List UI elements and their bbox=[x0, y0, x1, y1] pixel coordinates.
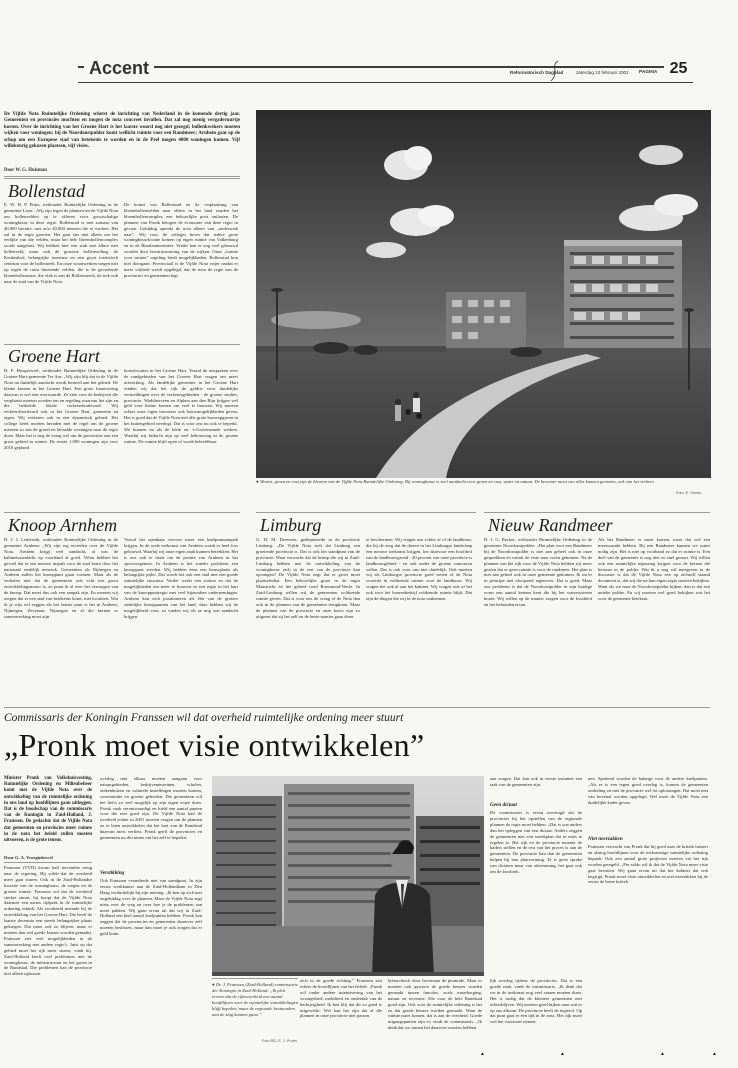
limburg-col1: G. H. M. Dreessen, gedeputeerde in de provincie Limburg: „De Vijfde Nota stelt dat Limburg een groeiende provincie is. Dat is ook het standpunt van de provincie. Waar verwacht dat de krimp die wij in Zuid-Limburg hebben met de ontwikkeling van de woningbouw zich in de rest van de provincie kan opvangen? De Vijfde Nota zegt dat er groei moet plaatsvinden. Een behoorlijke groei in de regio Maastricht en het gebied rond Roermond-Venlo. In Zuid-Limburg willen wij de gemeenten voldoende ruimte geven. Dat is voor ons de vraag of de Nota dan ook in de plannen van de gemeenten terugkomt. Maar de plannen van de provincie en onze koers zijn zo uitgezet dat zij het zelf en de beste manier gaan doen. bbox=[256, 537, 362, 619]
bottom-article-subhead-verstikking: Verstikking bbox=[100, 870, 125, 876]
masthead bbox=[78, 54, 693, 86]
nieuw-randmeer-rule bbox=[484, 512, 710, 513]
nieuw-randmeer-col1: H. J. G. Becker, wethouder Ruimtelijke Ordening in de gemeente Noordoostpolder: „Het plan voor een Randmeer bij de Noordoostpolder is niet aan geheel ook in onze gesprekken en vanuit de visie naar voren gekomen. Na de plannen van het rijk voor de Vijfde Nota hebben wij meer gezien dat er geen ruimte is voor de randmeer. Het plan is niet aan geheel ook in onze gemeente gekomen. Ik sta er in principe niet afwijzend tegenover. Dat is goed. Maar ons probleem is dat de Noordoostpolder in zijn huidige vorm een aantal kernen kent die bij het watersysteem horen. Wij willen op de manier zorgen voor de kwaliteit en het behouden ervan. bbox=[484, 537, 594, 607]
knoop-arnhem-col1: H. J. J. Lenferink, wethouder Ruimtelijke Ordening in de gemeente Arnhem: „Wij zijn erg tevreden over de Vijfde Nota. Arnhem krijgt veel aandacht, al was de kabinetsaandacht op voorhand al goed. Velen hebben het gevoel dat er een nieuwe impuls voor de stad komt door het nationaal stedelijk netwerk. Gemeenten als Nijmegen en Arnhem zullen het knooppunt gaan vormen. Maar als de verhalen niet dat de gemeenten ook echt een groot ontwikkelingsmotor is, zo praat ik al over het vermogen van de knoop. Dat moet dus ook een aanpak zijn. En moeten wij zorgen dat er een stad van betekenis komt, met kwaliteit. Wat ik je wijs wil zeggen als het laatste punt is dat in Arnhem, Nijmegen, Zevenaar, Nijmegen en al die kernen er samenwerking moet zijn. bbox=[4, 537, 120, 619]
registration-arrow-icon: ▲ bbox=[660, 1052, 665, 1057]
section-title: Accent bbox=[84, 58, 154, 79]
caption-bullet-icon: ● bbox=[256, 479, 260, 484]
knoop-arnhem-col2: Vooral het openbaar vervoer moet een knelpuntsaanpak krijgen. In de oude toekomst van Arnhem wordt er heel fors gebouwd. Waarbij wij onze eigen zaak kunnen betrekken. Het is ons ook te doen om de positie van Arnhem in het spoorwegennet. In Arnhem is het zonder probleem een knooppunt worden. Wij hebben eens een bouwplaats als belangrijke pijler. Dat wordt het ook een stad met een goede ruimtelijke structuur. Verder werkt een station en dat de mogelijkheden om meer te bouwen in een regio in het hart van de knooppuntregio met veel bijzondere ondernemingen. Arnhem kan zich positioneren als één van de grotere stedelijke knooppunten van het land, daar hebben wij de mogelijkheid voor, zo vinden wij als ze nog wat aandacht krijgen. bbox=[124, 537, 240, 619]
bollenstad-rule bbox=[4, 178, 240, 179]
caption-bullet-icon: ● bbox=[212, 982, 216, 987]
knoop-arnhem-rule bbox=[4, 512, 240, 513]
bottom-article-col7: nen. Spettend worden de balangs voor de andere knelpunten. „Als er is een tegen goed overleg is, komen de gemeenten onderling en met de provincie wel tot oplossingen. Dat moet niet van bovenaf worden opgelegd. Wel moet de Vijfde Nota een duidelijke kader geven. bbox=[588, 776, 710, 805]
bottom-article-col7b: Franssen verwacht van Pronk dat hij goed naar de kritiek luistert en alsnog hoofdlijnen voor de toekomstige ruimtelijke ordening bepaalt. Ook een aantal grote projecten moeten via het rijk worden geregeld. „Per saldo wil ik dat de Vijfde Nota meer visie gaat bevatten. Wij gaan ervan uit dat het kabinet dat ook begrijpt. Pronk moet visie ontwikkelen en niet neerzakken bij de eerste de beste kritiek. bbox=[588, 844, 710, 885]
limburg-rule bbox=[256, 512, 476, 513]
bottom-article-lead: Minister Pronk van Volkshuisvesting, Ruimtelijke Ordening en Milieubeheer komt met de Vijfde Nota over de ontwikkeling van de ruimtelijke ordening in ons land op hoofdlijnen gaan uitleggen. Dat is de boodschap van de commissaris van de Koningin in Zuid-Holland, J. Franssen. De gedachte dat de Vijfde Nota dat gemeenten en provincies meer ruimte in de nota het beleid zullen moeten uitvoeren, is de grote teneur. bbox=[4, 776, 94, 844]
top-photo-caption bbox=[256, 479, 696, 491]
bottom-article-col5: lijk overleg tijdens de provincies. Dat is een goede zaak, vindt de commissaris. „Ik denk dat we in de toekomst nog veel samen moeten doen. Het is nodig dat de kleinere gemeenten niet achterblijven. Wij moeten goed kijken naar wat er op ons afkomt. De provincie heeft de regierol. Op dat punt gaat er een tijd in de nota. Het rijk moet wel het voortouw nemen. bbox=[490, 978, 584, 1025]
bottom-article-col6-top: aan zorgen. Dat kan ook in eerste instantie een taak van de gemeenten zijn. bbox=[490, 776, 584, 787]
bottom-photo-caption-box bbox=[212, 978, 298, 1047]
registration-arrow-icon: ▲ bbox=[560, 1052, 565, 1057]
bottom-article-kicker: Commissaris der Koningin Franssen wil dat overheid ruimtelijke ordening meer stuurt bbox=[4, 712, 404, 724]
limburg-col2: te beschermen. Wij vragen ons echter af of de landbouw, die bij de zorg dat de dieren in het Limburgse landschap een nieuwe toekomst krijgen, het daarvoor een hoofdrol van de landbouwgrond - 40 procent van onze provincie is landbouwgebied - en ook onder de groene contouren vallen. Dat is ook voor ons niet duidelijk. Ook moeten wij als Limburgse provincie goed weten of de Nota voorziet in voldoende ruimte voor de landbouw. Wij vragen het ook al aan het kabinet. Wij vragen ook of het ook voor het boerenbedrijf voldoende ruimte blijft. Dat zijn de dingen die wij in de nota ontkennen. bbox=[366, 537, 474, 602]
groene-hart-title: Groene Hart bbox=[8, 346, 100, 366]
bottom-article-col2b: Ook Franssen veranderde niet van standpunt. In zijn eerste werkkamer aan de Zuid-Hollandlaan in Den Haag verduidelijkt hij zijn mening. „Ik ben op zich niet ongelukkig over de plannen. Maar de Vijfde Nota zegt niets over de weg en over hoe je de problemen aan moet pakken. Wij gaan ervan uit dat wij in Zuid-Holland een heel aantal knelpunten hebben. Pronk kan zeggen dat de provincies en gemeenten daarover zelf moeten beslissen, maar dan moet je ook zorgen dat er geld komt. bbox=[100, 878, 204, 937]
publication-name: Reformatorisch Dagblad bbox=[510, 70, 564, 75]
bottom-photo-caption bbox=[212, 982, 298, 1038]
publication-swoosh-icon bbox=[548, 60, 562, 82]
groene-hart-rule bbox=[4, 344, 240, 345]
bottom-article-col3: zich in de goede richting.” Franssen ziet echter de hoofdlijnen van het beleid: „Pronk wil onder andere intensivering van het woongebied, mobiliteit en onderdak van de bedrijvigheid. Ik ben blij dat dit zo goed is uitgewerkt. Wel kan het zijn dat al die plannen in onze provincie niet passen. bbox=[300, 978, 384, 1019]
bottom-article-col4: hiërarchisch door bovenaan de piramide. Maar er moeten ook gewoon de goede keuzes worden gemaakt tussen functies, zoals waterberging, natuur en recreatie. Die voor de hele Randstad goed zijn. Ook voor de ruimtelijke ordening is het zo dat goede keuzes worden gemaakt. Waar de ruimte moet komen, dat is aan de overheid. Goede uitgangspunten zijn er, vindt de commissaris. „Ik denk dat we samen het daarover moeten hebben. bbox=[388, 978, 484, 1031]
top-photo-credit: Foto: E. Stomp bbox=[676, 491, 702, 495]
bottom-article-col2: overleg met elkaar moeten aangaan voor natuurgebieden, bedrijventerreinen, scholen, ziekenhuizen en culturele instellingen moeten komen, concentratie en groene gebieden. Die gemeenten wil het liefst zo veel mogelijk op zijn eigen wijze doen. Pronk vaak verontwaardigt en hield een aantal punten voor die niet goed zijn. De Vijfde Nota had de overheid echter in 2001 moeten vragen om de plannen zo te laten ontwikkelen dat het hart van de Randstad daarvan niets verliest. Pronk geeft de provincies en gemeenten nu de ruimte om het zelf te bepalen. bbox=[100, 776, 204, 841]
page-number: 25 bbox=[664, 58, 693, 82]
nieuw-randmeer-col2: Als het Randmeer er moet komen, moet dat wel een meerwaarde hebben. Bij een Randmeer kunnen we water nodig zijn. Het is niet op voorhand zo dat er ruimte is. Een deel van de gemeente is nog niet zo snel gestart. Wij willen ook een ruimtelijke inpassing krijgen voor de kernen die bestaan in de polder. Wat ik u nog wil meegeven in de discussie is dat de Vijfde Nota een op zichzelf staand document is, dat wij die na hun eigen regio moeten bekijken. Want als we naar de Noordoostpolder kijken, dan is dat een unieke polder. En wij moeten wel goed bekijken wat het voor de gemeente betekent. bbox=[598, 537, 712, 602]
registration-arrow-icon: ▲ bbox=[712, 1052, 717, 1057]
bottom-article-col6: De commissaris is ervan overtuigd dat de provincies bij het opstellen van de regionale plannen de regie moet hebben. „Dat is wat anders dan het opleggen van een dictaat. Anders zeggen de gemeenten met een streekplan dat er niets te regelen is. Het rijk en de provincie moeten de kaders stellen en de rest van het proces is aan de gemeenten. De provincie kan dan de gemeenten helpen bij hun planvorming. Er is geen sprake van dictaten maar van afstemming, het gaat ook om de kwaliteit. bbox=[490, 810, 584, 875]
bottom-article-col1: Franssen (VVD) kwam half november terug naar de regering. Hij wilde dat de overheid meer gaat sturen. Ook in de Zuid-Hollandse kwestie van de woningbouw, de wegen en de groene ruimte. Franssen wil dat de overheid sterker stuurt, hij hoopt dat de Vijfde Nota daarmee een nieuw tijdperk in de ruimtelijke ordening inluidt. Als voorbeeld noemde hij de ontwikkeling van het Groene Hart. Die heeft de laatste decennia een steeds belangrijker plaats gekregen. Dat moet ook zo blijven, maar er moeten dan wel goede keuzes worden gemaakt. Franssen ziet veel mogelijkheden in de samenwerking met andere regio's. Juist op dat gebied moet het rijk meer sturen, vindt hij. Zuid-Holland heeft veel problemen met de woningbouw, de infrastructuur en het groen in de Randstad. Die problemen kan de provincie niet alleen oplossen. bbox=[4, 865, 94, 977]
knoop-arnhem-title: Knoop Arnhem bbox=[8, 515, 118, 535]
top-article-byline: Door W. G. Huisman bbox=[4, 168, 47, 173]
groene-hart-col1: H. F. Hoogerwerf, wethouder Ruimtelijke Ordening in de Groene Hart-gemeente Ter Aar: „Wij zijn blij dat in de Vijfde Nota nu duidelijk aandacht wordt besteed aan het gebied. De kleine kernen in het Groene Hart. Een grote financiering daarvan is wel een overwaarde. Ze zien voor de bedrijven die verplaatst moeten worden ten en regeling waarvan het zijn en die bedoelde lokale verkeersboulevard. Wij verkeersboulevard ook in het Groene Hart, gemeente en eigen. Wij verkeren ook in een dynamisch gebied. Het college heeft moeten beraden met de regel om de groene mensen zo aan de grond en betaalde woningen naar de regio doen. Maar het is nog de vraag wel om de groeiwinst aan een groot gebied in ruimte. De eerste 1.000 woningen zijn voor 2010 gepland. bbox=[4, 368, 120, 450]
top-photo-caption-text: Wonen, groen en rust zijn de kleuren van de Vijfde Nota Ruimtelijke Ordening. Bij woningbouw is veel aandacht voor groen en rust, water en natuur. De bewoner moet van alles kunnen genieten, ook van het verkeer. bbox=[259, 479, 655, 484]
groene-hart-col2: bouwlocaties in het Groene Hart. Vooral de uitspraken over de randgebieden van het Groene Hart vragen om meer uitwerking. Als landelijke gemeente in het Groene Hart vinden wij dat het rijk de geldtis voor duidelijke vermeldingen over de verkeersgebieden - de groene studies, provincie, Waddinxveen en Alphen aan den Rijn krijgen wel geld voor kleine kernen om veel te bouwen. Wij moeten echter onze eigen inwoners ook bouwmogelijkheden geven. Het is goed dat de Vijfde Nota niet alle grote bouwopgaven in het buitengebied neerlegt. Dat is voor ons nu ook te beperkt. We kunnen nu als de klein en ‘s-Gravenzande werken. Waarbij wij bedacht zijn op veel bebouwing in de groene ruimte. De ruimte blijft open of wordt beleefdbaar. bbox=[124, 368, 240, 444]
bottom-lead-divider bbox=[4, 862, 92, 863]
registration-arrow-icon: ▲ bbox=[480, 1052, 485, 1057]
bottom-photo-commissaris bbox=[212, 776, 484, 976]
publication-date: zaterdag 10 februari 2001 bbox=[576, 70, 629, 75]
top-article-intro: De Vijfde Nota Ruimtelijke Ordening schetst de inrichting van Nederland in de komende dertig jaar. Gemeenten en provincies mochten en mogen de nota concreet invullen. Dat zal nog menig vergaderuurtje kosten. Over de inrichting van het Groene Hart is het laatste woord nog niet gezegd; bollenkwekers moeten wijken voor woningen; bij de Noordoostpolder komt wellicht ruimte voor een Randmeer; Arnhem gaat op de schop om een Europese stad van betekenis te worden en in de Peel mogen 4000 woningen komen. Vijf willekeurig gekozen plaatsen, vijf visies. bbox=[4, 112, 242, 150]
masthead-bar bbox=[78, 66, 693, 68]
bottom-photo-caption-text: Dr. J. Franssen (Zuid-Holland) commissaris der Koningin in Zuid-Holland: „Ik pleit ervoor dat de rijksoverheid een aantal hoofdlijnen voor de ruimtelijke ontwikkelingen blijft bepalen, maar de regionale bestuurders aan de slag kunnen gaan.” bbox=[212, 982, 298, 1017]
bollenstad-title: Bollenstad bbox=[8, 181, 85, 201]
masthead-bar-lower bbox=[78, 82, 693, 83]
bottom-article-subhead-niet-neerzakken: Niet neerzakken bbox=[588, 836, 623, 842]
bottom-article-subhead-geen-dictaat: Geen dictaat bbox=[490, 802, 517, 808]
intro-divider bbox=[4, 176, 240, 177]
bottom-photo-credit: Foto RD, E. J. Pruim bbox=[262, 1039, 297, 1043]
bottom-article-headline: „Pronk moet visie ontwikkelen” bbox=[4, 727, 425, 763]
nieuw-randmeer-title: Nieuw Randmeer bbox=[488, 515, 613, 535]
bottom-article-byline: Door G. A. Vroeginkewel bbox=[4, 855, 53, 860]
limburg-title: Limburg bbox=[260, 515, 322, 535]
bollenstad-col1: E. W. H. P. Prins, wethouder Ruimtelijke Ordening in de gemeente Lisse: „Wij zijn tegen de plannen uit de Vijfde Nota om bollenvelden op te offeren voor grootschalige woningbouw in deze regio. Bollenstad is niet zomaar van 40.000 hectare, met zo'n 40.000 mensen die er werken. Het zal in de regio groeien. Het gaat ons niet alleen om het eerlijke van die velden, maar het hele bloembollencomplex wordt aangetast. Wij hebben hier een stuk met allure met bollenveld, maar ook de grootste bollenveiling, de Keukenhof, belangrijke toerisme en een groot toeristisch centrum voor de bollenteelt. En onze woonwerken wegen niet op tegen de ruim bloeiende velden, die is de gecreëerde bloembollenzone, die vlak is aan de Bollenstreek, de trek ook naar de stad van de Vijfde Nota. bbox=[4, 202, 120, 284]
page-label: PAGINA bbox=[639, 70, 658, 75]
bottom-article-top-rule bbox=[4, 707, 710, 708]
bollenstad-col2: De komst van Bollenstad en de verplaatsing van bloembollenvelden naar elders in het land zouden het bloembollencomplex een behoorlijke poot ontlasten. De plannen van Pronk betogen de economie van deze regio in gevaar. Gelukkig spreekt de nota alleen van „onderzoek naar”. Wij voor, de colleges hever dat iedere grote woningbouwlocatie komen op eigen ruimte van Valkenburg en in de Haarlemmermeer. Verder kan er nog veel gebouwd worden door herstructurering van de wijken. Onze „ruimte voor ruimte” regeling biedt mogelijkheden. Bollenstad kon niet doorgaan. Provinciaal is de Vijfde Nota vrijer omdat er meer vrijheid wordt opgelegd, dat de nota de regie aan de provincies en gemeenten legt. bbox=[124, 202, 240, 278]
top-photo-apartments bbox=[256, 110, 711, 478]
